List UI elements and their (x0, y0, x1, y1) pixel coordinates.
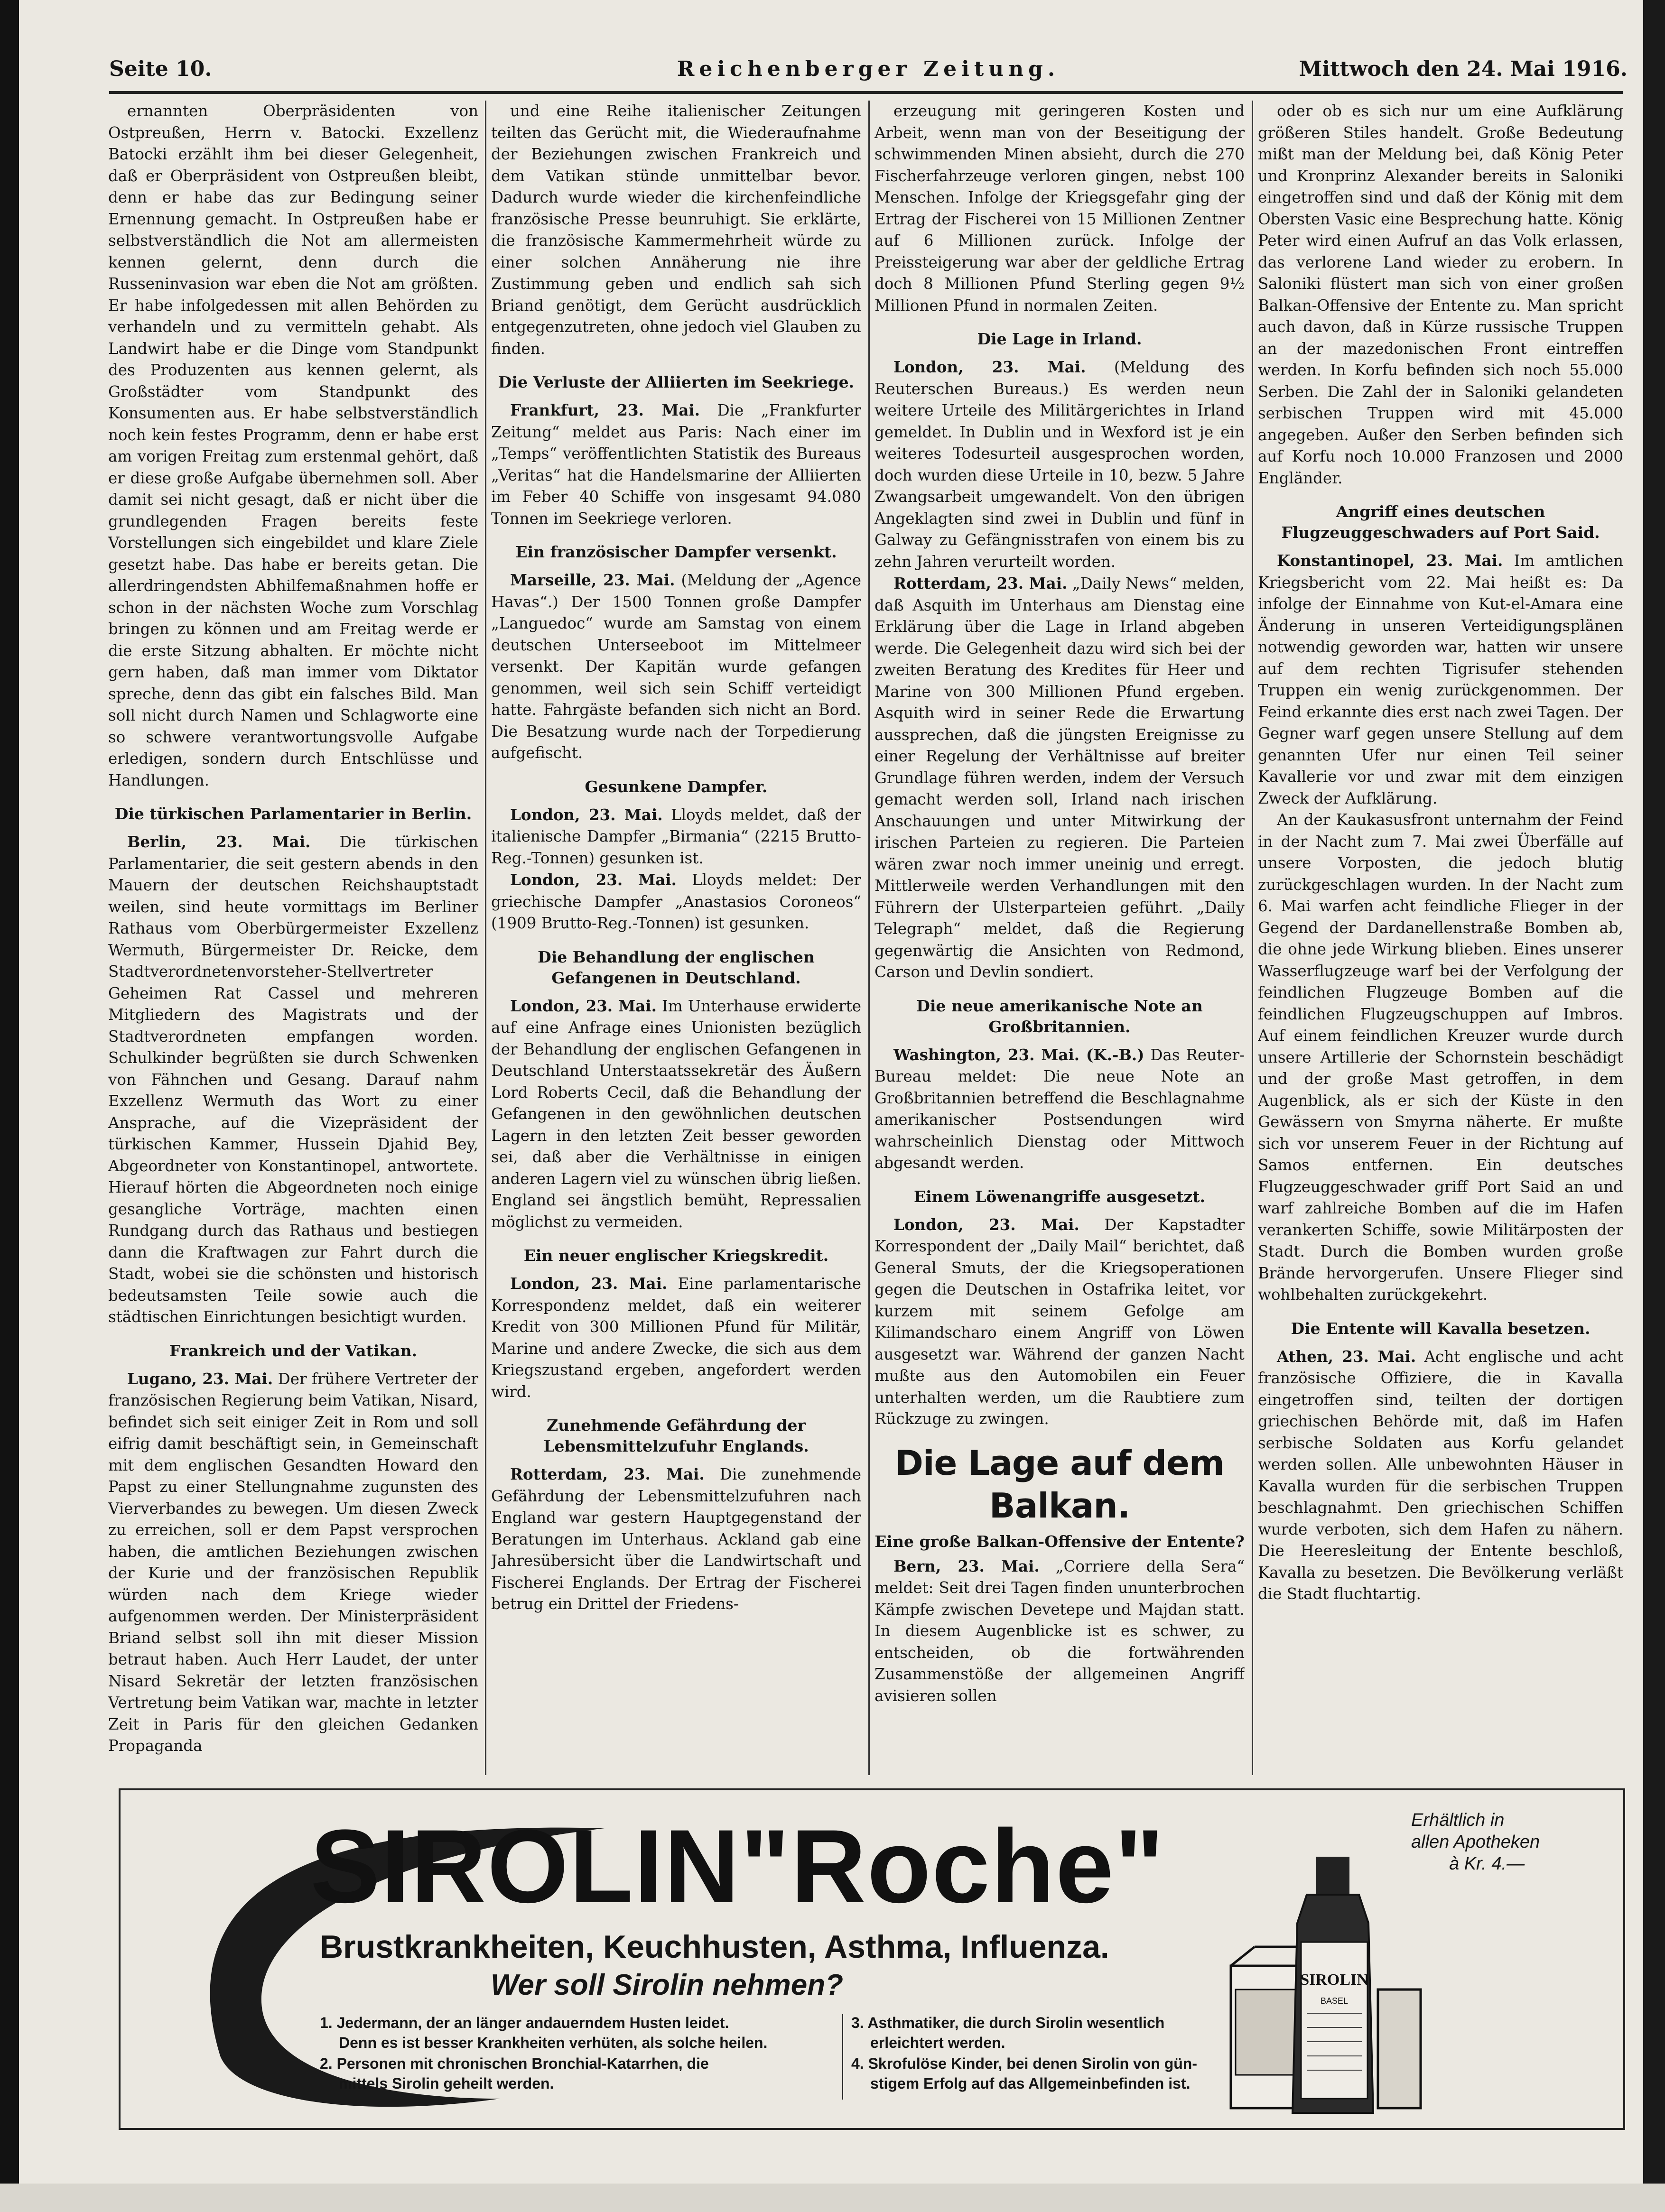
article-body: „Daily News“ melden, daß Asquith im Unterhaus am Dienstag eine Erklärung über die Lage in Irland abgeben werde. Die Gelegenheit dazu wird sich bei der zweiten Beratung des Kredites für Heer und Marine von 300 Millionen Pfund ergeben. Asquith wird in seiner Rede die Erwartung aussprechen, daß die jüngsten Ereignisse zu einer Regelung der Verhältnisse auf breiter Grundlage führen werden, indem der Versuch gemacht werden soll, Irland nach irischen Anschauungen und unter Mitwirkung der irischen Parteien zu regieren. Die Parteien wären zwar noch immer uneinig und erregt. Mittlerweile werden Verhandlungen mit den Führern der Ulsterparteien geführt. „Daily Telegraph“ meldet, daß die Regierung gegenwärtig die Ansichten von Redmond, Carson und Devlin sondiert. (874, 574, 1245, 981)
section-headline: Die Lage auf dem Balkan. (895, 1443, 1224, 1526)
ad-item: stigem Erfolg auf das Allgemeinbefinden ist. (870, 2075, 1191, 2092)
article-text (491, 569, 861, 764)
article-headline: Angriff eines deutschen Flugzeuggeschwaders auf Port Said. (1281, 502, 1600, 542)
article-text (491, 869, 861, 935)
availability-note (1411, 1809, 1582, 1875)
article-body: Der frühere Vertreter der französischen Regierung beim Vatikan, Nisard, befindet sich seit einiger Zeit in Rom und soll eifrig damit beschäftigt sein, in Gemeinschaft mit dem englischen Gesandten Howard den Papst zu einer Stellungnahme zugunsten des Vierverbandes zu bewegen. Um diesen Zweck zu erreichen, soll er dem Papst versprochen haben, die amtlichen Beziehungen zwischen der Kurie und der französischen Republik würden nach dem Kriege wieder aufgenommen werden. Der Ministerpräsident Briand selbst soll ihn mit dieser Mission betraut haben. Auch Herr Laudet, der unter Nisard Sekretär der letzten französischen Vertretung beim Vatikan war, machte in letzter Zeit in Paris für den gleichen Gedanken Propaganda (108, 1370, 478, 1755)
header-rule (109, 91, 1623, 94)
article-text (108, 1368, 478, 1757)
dateline: Konstantinopel, 23. Mai. (1277, 551, 1503, 570)
article-text: oder ob es sich nur um eine Aufklärung größeren Stiles handelt. Große Bedeutung mißt man der Meldung bei, daß König Peter und Kronprinz Alexander bereits in Saloniki eingetroffen sind und daß der König mit dem Obersten Vasic eine Besprechung hatte. König Peter wird einen Aufruf an das Volk erlassen, das verlorene Land wieder zu erobern. In Saloniki flüstert man sich von einer großen Balkan-Offensive der Entente zu. Man spricht auch davon, daß in Kürze russische Truppen an der mazedonischen Front eintreffen werden. In Korfu befinden sich noch 55.000 Serben. Die Zahl der in Saloniki gelandeten serbischen Truppen wird mit 45.000 angegeben. Außer den Serben befinden sich auf Korfu noch 10.000 Franzosen und 2000 Engländer. (1258, 102, 1623, 487)
availability-line: allen Apotheken (1411, 1832, 1540, 1852)
article-headline: Eine große Balkan-Offensive der Entente? (874, 1532, 1245, 1551)
dateline: London, 23. Mai. (510, 870, 677, 889)
scan-edge-left (0, 0, 19, 2212)
column-divider (868, 101, 870, 1775)
dateline: Washington, 23. Mai. (K.-B.) (893, 1045, 1144, 1064)
article-text (1258, 550, 1623, 809)
article-text (491, 1273, 861, 1403)
article-text (108, 831, 478, 1328)
article-body: Die zunehmende Gefährdung der Lebensmittelzufuhren nach England war gestern Hauptgegenstand der Beratungen im Unterhaus. Ackland gab eine Jahresübersicht über die Landwirtschaft und Fischerei Englands. Der Ertrag der Fischerei betrug ein Drittel der Friedens- (491, 1465, 861, 1613)
article-body: Das Reuter-Bureau meldet: Die neue Note an Großbritannien betreffend die Beschlagnahme amerikanischer Postsendungen wird wahrscheinlich Dienstag oder Mittwoch abgesandt werden. (874, 1046, 1245, 1172)
column-1 (108, 101, 478, 1775)
page-header (109, 57, 1628, 85)
article-text (874, 1555, 1245, 1707)
article-body: Im Unterhause erwiderte auf eine Anfrage eines Unionisten bezüglich der Behandlung der englischen Gefangenen in Deutschland Unterstaatssekretär des Äußern Lord Roberts Cecil, daß die Behandlung der Gefangenen in den gewöhnlichen deutschen Lagern in den letzten Zeit besser geworden sei, daß aber die Verhältnisse in einigen anderen Lagern viel zu wünschen übrig ließen. England sei ängstlich bemüht, Repressalien möglichst zu vermeiden. (491, 997, 861, 1231)
article-headline: Die Behandlung der englischen Gefangenen in Deutschland. (538, 947, 815, 987)
article-body: Im amtlichen Kriegsbericht vom 22. Mai heißt es: Da infolge der Einnahme von Kut-el-Amara eine Änderung in unseren Verteidigungsplänen notwendig geworden war, hatten wir unsere auf dem rechten Tigrisufer stehenden Truppen ein wenig zurückgenommen. Der Feind erkannte dies erst nach zwei Tagen. Der Gegner warf gegen unsere Stellung auf dem genannten Ufer nur einen Teil seiner Kavallerie vor und zwar mit dem einzigen Zweck der Aufklärung. (1258, 552, 1623, 807)
ad-item: 2. Personen mit chronischen Bronchial-Katarrhen, die (320, 2055, 709, 2072)
article-headline: Die Verluste der Alliierten im Seekriege. (498, 373, 855, 391)
price-line: à Kr. 4.— (1449, 1854, 1525, 1874)
article-body: Acht englische und acht französische Offiziere, die in Kavalla eingetroffen sind, teilten der dortigen griechischen Behörde mit, daß im Hafen serbische Soldaten aus Korfu gelandet werden sollen. Alle unbewohnten Häuser in Kavalla wurden für die serbischen Truppen beschlagnahmt. Den griechischen Schiffen wurde verboten, sich dem Hafen zu nähern. Die Heeresleitung der Entente beschloß, Kavalla zu besetzen. Die Bevölkerung verläßt die Stadt fluchtartig. (1258, 1347, 1623, 1603)
ad-item: mittels Sirolin geheilt werden. (339, 2075, 554, 2092)
article-text (491, 399, 861, 529)
availability-line: Erhältlich in (1411, 1810, 1505, 1830)
article-text (874, 573, 1245, 983)
dateline: London, 23. Mai. (893, 358, 1086, 376)
article-text: und eine Reihe italienischer Zeitungen teilten das Gerücht mit, die Wiederaufnahme der Beziehungen zwischen Frankreich und dem Vatikan stünde unmittelbar bevor. Dadurch wurde wieder die kirchenfeindliche französische Presse beunruhigt. Sie erklärte, die französische Kammermehrheit würde zu einer solchen Annäherung nie ihre Zustimmung geben und endlich sah sich Briand genötigt, dem Gerücht ausdrücklich entgegenzutreten, ohne jedoch viel Glauben zu finden. (491, 102, 861, 358)
dateline: Marseille, 23. Mai. (510, 571, 675, 589)
article-body: „Corriere della Sera“ meldet: Seit drei Tagen finden ununterbrochen Kämpfe zwischen Devetepe und Majdan statt. In diesem Augenblicke ist es schwer, zu entscheiden, ob die fortwährenden Zusammenstöße der allgemeinen Angriff avisieren sollen (874, 1557, 1245, 1705)
dateline: Rotterdam, 23. Mai. (510, 1465, 705, 1483)
issue-date: Mittwoch den 24. Mai 1916. (1299, 57, 1628, 81)
article-body: Lloyds meldet: Der griechische Dampfer „Anastasios Coroneos“ (1909 Brutto-Reg.-Tonnen) ist gesunken. (491, 871, 861, 932)
dateline: London, 23. Mai. (510, 996, 657, 1015)
scan-edge-right (1643, 0, 1665, 2212)
column-4 (1258, 101, 1623, 1775)
article-body: Die türkischen Parlamentarier, die seit gestern abends in den Mauern der deutschen Reichshauptstadt weilen, sind heute vormittags im Berliner Rathaus vom Oberbürgermeister Exzellenz Wermuth, Bürgermeister Dr. Reicke, dem Stadtverordnetenvorsteher-Stellvertreter Geheimen Rat Cassel und mehreren Mitgliedern des Magistrats und der Stadtverordneten empfangen worden. Schulkinder begrüßten sie durch Schwenken von Fähnchen und Gesang. Darauf nahm Exzellenz Wermuth das Wort zu einer Ansprache, auf die Vizepräsident der türkischen Kammer, Hussein Djahid Bey, Abgeordneter von Konstantinopel, antwortete. Hierauf hörten die Abgeordneten noch einige gesangliche Vorträge, machten einen Rundgang durch das Rathaus und bestiegen dann die Kraftwagen zur Fahrt durch die Stadt, wobei sie die schönsten und historisch bedeutsamsten Teile sowie auch die städtischen Einrichtungen besichtigt wurden. (108, 833, 478, 1326)
article-text (491, 804, 861, 870)
newspaper-title: Reichenberger Zeitung. (677, 57, 1060, 81)
page-number: Seite 10. (109, 57, 212, 81)
article-headline: Die türkischen Parlamentarier in Berlin. (114, 805, 472, 823)
column-2 (491, 101, 861, 1775)
dateline: London, 23. Mai. (510, 1274, 668, 1293)
ad-divider (842, 2014, 843, 2100)
bottle-label: SIROLIN (1300, 1971, 1368, 1989)
dateline: London, 23. Mai. (893, 1215, 1079, 1234)
article-body: Der Kapstadter Korrespondent der „Daily Mail“ berichtet, daß General Smuts, der die Kriegsoperationen gegen die Deutschen in Ostafrika leitet, vor kurzem mit seinem Gefolge am Kilimandscharo einem Angriff von Löwen ausgesetzt war. Während der ganzen Nacht mußte aus den Automobilen ein Feuer unterhalten werden, um die Raubtiere zum Rückzuge zu zwingen. (874, 1215, 1245, 1428)
article-text (491, 1463, 861, 1615)
ad-item: Denn es ist besser Krankheiten verhüten, als solche heilen. (339, 2034, 768, 2051)
ad-item: 3. Asthmatiker, die durch Sirolin wesentlich (851, 2014, 1165, 2031)
article-headline: Die neue amerikanische Note an Großbritannien. (916, 996, 1203, 1036)
ad-item: 1. Jedermann, der an länger andauerndem Husten leidet. (320, 2014, 729, 2031)
article-headline: Gesunkene Dampfer. (585, 777, 768, 796)
article-text (874, 1044, 1245, 1174)
column-divider (485, 101, 486, 1775)
article-headline: Ein neuer englischer Kriegskredit. (523, 1246, 829, 1265)
article-headline: Die Entente will Kavalla besetzen. (1291, 1319, 1591, 1338)
article-headline: Einem Löwenangriffe ausgesetzt. (914, 1187, 1205, 1206)
article-body: Eine parlamentarische Korrespondenz meldet, daß ein weiterer Kredit von 300 Millionen Pfund für Militär, Marine und andere Zwecke, die sich aus dem Kriegszustand ergeben, angefordert werden wird. (491, 1275, 861, 1401)
article-text: ernannten Oberpräsidenten von Ostpreußen, Herrn v. Batocki. Exzellenz Batocki erzählt ihm bei dieser Gelegenheit, daß er Oberpräsident von Ostpreußen bleibt, denn er habe das zur Bedingung seiner Ernennung gemacht. In Ostpreußen habe er selbstverständlich die Not am allermeisten kennen gelernt, denn durch die Russeninvasion war eben die Not am größten. Er habe infolgedessen mit allen Behörden zu verhandeln und zu vermitteln gehabt. Als Landwirt habe er die Dinge vom Standpunkt des Produzenten aus kennen gelernt, als Großstädter vom Standpunkt des Konsumenten aus. Er habe selbstverständlich noch kein festes Programm, denn er habe erst am vorigen Freitag zum erstenmal gehört, daß er diese große Aufgabe übernehmen soll. Aber damit sei nicht gesagt, daß er nicht über die grundlegenden Fragen bereits feste Vorstellungen sich eingebildet und klare Ziele gesetzt habe. Das habe er bereits getan. Die allerdringendsten Abhilfemaßnahmen hoffe er schon in der nächsten Woche zum Vorschlag bringen zu können und am Freitag werde er die erste Sitzung abhalten. Er möchte nicht gern haben, daß man immer vom Diktator spreche, denn das gibt ein falsches Bild. Man soll nicht durch Namen und Schlagworte eine so schwere verantwortungsvolle Aufgabe erledigen, sondern durch Entschlüsse und Handlungen. (108, 102, 478, 789)
scan-edge-bottom (0, 2184, 1665, 2212)
article-text: erzeugung mit geringeren Kosten und Arbeit, wenn man von der Beseitigung der schwimmenden Minen absieht, durch die 270 Fischerfahrzeuge verloren gingen, nebst 100 Menschen. Infolge der Kriegsgefahr ging der Ertrag der Fischerei von 15 Millionen Zentner auf 6 Millionen zurück. Infolge der Preissteigerung war aber der geldliche Ertrag doch 8 Millionen Pfund Sterling gegen 9½ Millionen Pfund in normalen Zeiten. (874, 102, 1245, 315)
dateline: Bern, 23. Mai. (893, 1556, 1040, 1575)
dateline: Lugano, 23. Mai. (127, 1369, 273, 1388)
ad-item: erleichtert werden. (870, 2034, 1005, 2051)
dateline: Berlin, 23. Mai. (127, 833, 311, 851)
article-body: (Meldung der „Agence Havas“.) Der 1500 Tonnen große Dampfer „Languedoc“ wurde am Samstag von einem deutschen Unterseeboot im Mittelmeer versenkt. Der Kapitän wurde gefangen genommen, weil sich sein Schiff verteidigt hatte. Fahrgäste befanden sich nicht an Bord. Die Besatzung wurde nach der Torpedierung aufgefischt. (491, 571, 861, 762)
dateline: Frankfurt, 23. Mai. (510, 401, 700, 419)
dateline: London, 23. Mai. (510, 805, 663, 824)
article-headline: Ein französischer Dampfer versenkt. (515, 543, 837, 561)
article-body: Lloyds meldet, daß der italienische Dampfer „Birmania“ (2215 Brutto-Reg.-Tonnen) gesunken ist. (491, 805, 861, 867)
article-body: (Meldung des Reuterschen Bureaus.) Es werden neun weitere Urteile des Militärgerichtes in Irland gemeldet. In Dublin und in Wexford ist je ein weiteres Todesurteil ausgesprochen worden, doch wurden diese Urteile in 10, bezw. 5 Jahre Zwangsarbeit umgewandelt. Von den übrigen Angeklagten sind zwei in Dublin und fünf in Galway zu Gefängnisstrafen von einem bis zu zehn Jahren verurteilt worden. (874, 358, 1245, 571)
article-headline: Frankreich und der Vatikan. (169, 1341, 417, 1360)
article-headline: Die Lage in Irland. (977, 330, 1142, 348)
article-text: An der Kaukasusfront unternahm der Feind in der Nacht zum 7. Mai zwei Überfälle auf unsere Vorposten, die jedoch blutig zurückgeschlagen wurden. In der Nacht zum 6. Mai warfen acht feindliche Flieger in der Gegend der Dardanellenstraße Bomben ab, die ohne jede Wirkung blieben. Eines unserer Wasserflugzeuge warf bei der Verfolgung der feindlichen Flugzeuge Bomben auf die feindlichen Flugzeugschuppen auf Imbros. Auf einem feindlichen Kreuzer wurde durch unsere Artillerie der Schornstein beschädigt und der große Mast getroffen, in dem Augenblick, als er sich der Küste in den Gewässern von Smyrna näherte. Er mußte sich vor unserem Feuer in der Richtung auf Samos entfernen. Ein deutsches Flugzeuggeschwader griff Port Said an und warf zahlreiche Bomben auf die im Hafen verankerten Schiffe, sowie Militärposten der Stadt. Durch die Bomben wurden große Brände hervorgerufen. Unsere Flieger sind wohlbehalten zurückgekehrt. (1258, 811, 1623, 1304)
bottle-illustration (1226, 1847, 1425, 2122)
article-text (874, 1214, 1245, 1430)
article-headline: Zunehmende Gefährdung der Lebensmittelzufuhr Englands. (543, 1416, 809, 1455)
brand-name: SIROLIN"Roche" (310, 1808, 1165, 1925)
column-divider (1252, 101, 1253, 1775)
dateline: Rotterdam, 23. Mai. (893, 574, 1068, 592)
article-body: Die „Frankfurter Zeitung“ meldet aus Paris: Nach einer im „Temps“ veröffentlichten Statistik des Bureaus „Veritas“ hat die Handelsmarine der Alliierten im Feber 40 Schiffe von insgesamt 94.080 Tonnen im Seekriege verloren. (491, 401, 861, 528)
dateline: Athen, 23. Mai. (1277, 1347, 1416, 1366)
ad-indications: Brustkrankheiten, Keuchhusten, Asthma, Influenza. (320, 1929, 1109, 1965)
ad-question: Wer soll Sirolin nehmen? (491, 1969, 843, 2001)
column-3 (874, 101, 1245, 1775)
sirolin-advertisement (119, 1788, 1625, 2130)
article-text (491, 995, 861, 1233)
article-text (1258, 1346, 1623, 1605)
ad-item: 4. Skrofulöse Kinder, bei denen Sirolin von gün- (851, 2055, 1197, 2072)
article-text (874, 356, 1245, 573)
bottle-city: BASEL (1320, 1996, 1349, 2006)
